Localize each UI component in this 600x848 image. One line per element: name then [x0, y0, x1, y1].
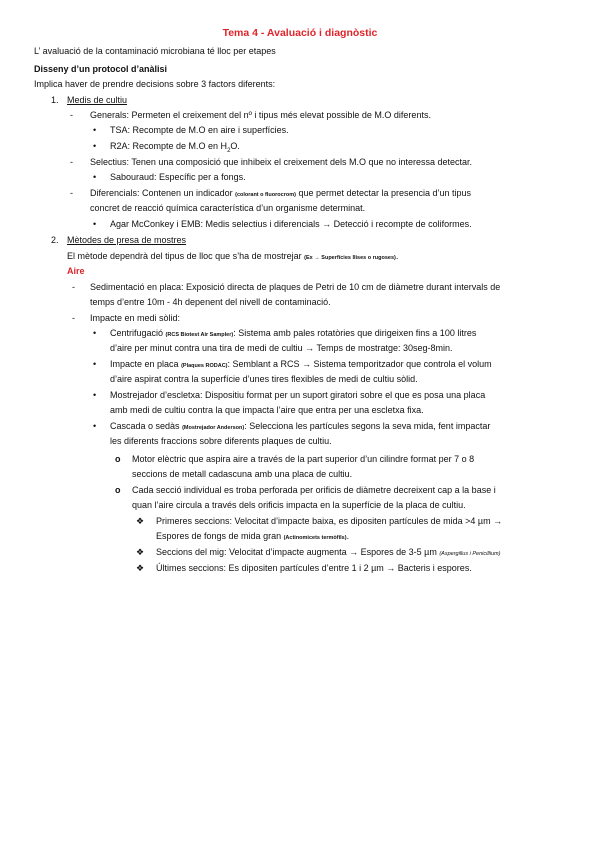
bullet-marker: •: [93, 328, 97, 338]
bullet-marker: •: [93, 141, 97, 151]
page-title: Tema 4 - Avaluació i diagnòstic: [222, 27, 378, 39]
section2-heading: Mètodes de presa de mostres: [67, 235, 187, 245]
intro-text: L’ avaluació de la contaminació microbiana té lloc per etapes: [34, 46, 276, 56]
protocol-text: Implica haver de prendre decisions sobre 3 factors diferents:: [34, 79, 276, 89]
mig-note: (Aspergillus i Penicillium): [439, 551, 501, 557]
ultimes-item: Últimes seccions: Es dipositen partícules d’entre 1 i 2 µm → Bacteris i espores.: [156, 563, 472, 573]
sabouraud-item: Sabouraud: Específic per a fongs.: [110, 172, 246, 182]
section2-intro-text: El mètode dependrà del tipus de lloc que s’ha de mostrejar: [67, 251, 302, 261]
impacte-item: Impacte en medi sòlid:: [90, 313, 181, 323]
centrifugacio-item: [110, 328, 476, 341]
escletxa-item: Mostrejador d’escletxa: Dispositiu format per un suport giratori sobre el que es posa una placa: [110, 390, 486, 400]
placa-note: (Plaques RODAC): [181, 363, 228, 369]
mig-item: [156, 547, 500, 560]
aire-heading: Aire: [67, 266, 85, 276]
centrifugacio-note: (RCS Biotest Air Sampler): [165, 332, 234, 338]
circle-bullet-marker: o: [115, 454, 121, 464]
primeres-end: .: [346, 531, 350, 541]
cascada-note: (Mostrejador Anderson): [182, 425, 245, 431]
cascada-text-b: : Selecciona les partícules segons la seva mida, fent impactar: [244, 421, 491, 431]
r2a-suffix: O.: [230, 141, 240, 151]
generals-item: Generals: Permeten el creixement del nº i tipus més elevat possible de M.O diferents.: [90, 110, 431, 120]
centrifugacio-text-a: Centrifugació: [110, 328, 164, 338]
dash-marker: -: [72, 282, 75, 292]
dash-marker: -: [72, 313, 75, 323]
dash-marker: -: [70, 157, 73, 167]
diferencials-text-a: Diferencials: Contenen un indicador: [90, 188, 233, 198]
placa-item-cont: d’aire aspirat contra la superfície d’unes tires flexibles de medi de cultiu sòlid.: [110, 374, 418, 384]
cascada-item: [110, 421, 490, 434]
cascada-item-cont: les diferents fraccions sobre diferents plaques de cultiu.: [110, 436, 332, 446]
diferencials-note: (colorant o fluorocrom): [235, 192, 296, 198]
placa-item: [110, 359, 492, 372]
mig-text: Seccions del mig: Velocitat d’impacte augmenta → Espores de 3-5 µm: [156, 547, 437, 557]
placa-text-a: Impacte en placa: [110, 359, 179, 369]
section2-number: 2.: [51, 235, 59, 245]
escletxa-item-cont: amb medi de cultiu contra la que impacta l’aire que entra per una escletxa fixa.: [110, 405, 424, 415]
dash-marker: -: [70, 188, 73, 198]
sedimentacio-item: Sedimentació en placa: Exposició directa de plaques de Petri de 10 cm de diàmetre durant intervals de: [90, 282, 501, 292]
diferencials-item-cont: concret de reacció química característica d’un organisme determinat.: [90, 203, 366, 213]
primeres-note: (Actinomicets termòfils): [283, 535, 347, 541]
r2a-prefix: R2A: Recompte de M.O en H: [110, 141, 228, 151]
cascada-text-a: Cascada o sedàs: [110, 421, 180, 431]
seccio-item: Cada secció individual es troba perforada per orificis de diàmetre decreixent cap a la base i: [132, 485, 496, 495]
motor-item-cont: seccions de metall cadascuna amb una placa de cultiu.: [132, 469, 353, 479]
section2-intro: [67, 251, 398, 264]
section1-heading: Medis de cultiu: [67, 95, 128, 105]
tsa-item: TSA: Recompte de M.O en aire i superfícies.: [110, 125, 289, 135]
circle-bullet-marker: o: [115, 485, 121, 495]
motor-item: Motor elèctric que aspira aire a través de la part superior d’un cilindre format per 7 o 8: [132, 454, 475, 464]
r2a-subscript: 2: [227, 147, 231, 154]
centrifugacio-item-cont: d’aire per minut contra una tira de medi de cultiu → Temps de mostratge: 30seg-8min.: [110, 343, 453, 353]
seccio-item-cont: quan l’aire circula a través dels orificis impacta en la superfície de la placa de cultiu.: [132, 500, 466, 510]
centrifugacio-text-b: : Sistema amb pales rotatòries que dirigeixen fins a 100 litres: [233, 328, 477, 338]
primeres-text-b: Espores de fongs de mida gran: [156, 531, 282, 541]
bullet-marker: •: [93, 390, 97, 400]
diferencials-item: [90, 188, 471, 201]
section1-number: 1.: [51, 95, 59, 105]
bullet-marker: •: [93, 172, 97, 182]
diamond-bullet-icon: ❖: [136, 547, 145, 557]
bullet-marker: •: [93, 359, 97, 369]
primeres-item-cont: [156, 531, 349, 544]
primeres-item: Primeres seccions: Velocitat d’impacte baixa, es dipositen partícules de mida >4 µm →: [156, 516, 503, 526]
diferencials-text-b: que permet detectar la presencia d’un tipus: [298, 188, 472, 198]
agar-item: Agar McConkey i EMB: Medis selectius i diferencials → Detecció i recompte de coliformes.: [110, 219, 472, 229]
diamond-bullet-icon: ❖: [136, 563, 145, 573]
r2a-item: [110, 141, 240, 152]
bullet-marker: •: [93, 219, 97, 229]
dash-marker: -: [70, 110, 73, 120]
selectius-item: Selectius: Tenen una composició que inhibeix el creixement dels M.O que no interessa detectar.: [90, 157, 473, 167]
placa-text-b: : Semblant a RCS → Sistema temporitzador que controla el volum: [227, 359, 492, 369]
diamond-bullet-icon: ❖: [136, 516, 145, 526]
section2-intro-end: .: [395, 251, 399, 261]
bullet-marker: •: [93, 421, 97, 431]
section2-intro-note: (Ex → Superfícies llises o rugoses): [304, 255, 396, 261]
protocol-heading: Disseny d’un protocol d’anàlisi: [34, 64, 168, 74]
bullet-marker: •: [93, 125, 97, 135]
sedimentacio-item-cont: temps d’entre 10m - 4h depenent del nivell de contaminació.: [90, 297, 331, 307]
